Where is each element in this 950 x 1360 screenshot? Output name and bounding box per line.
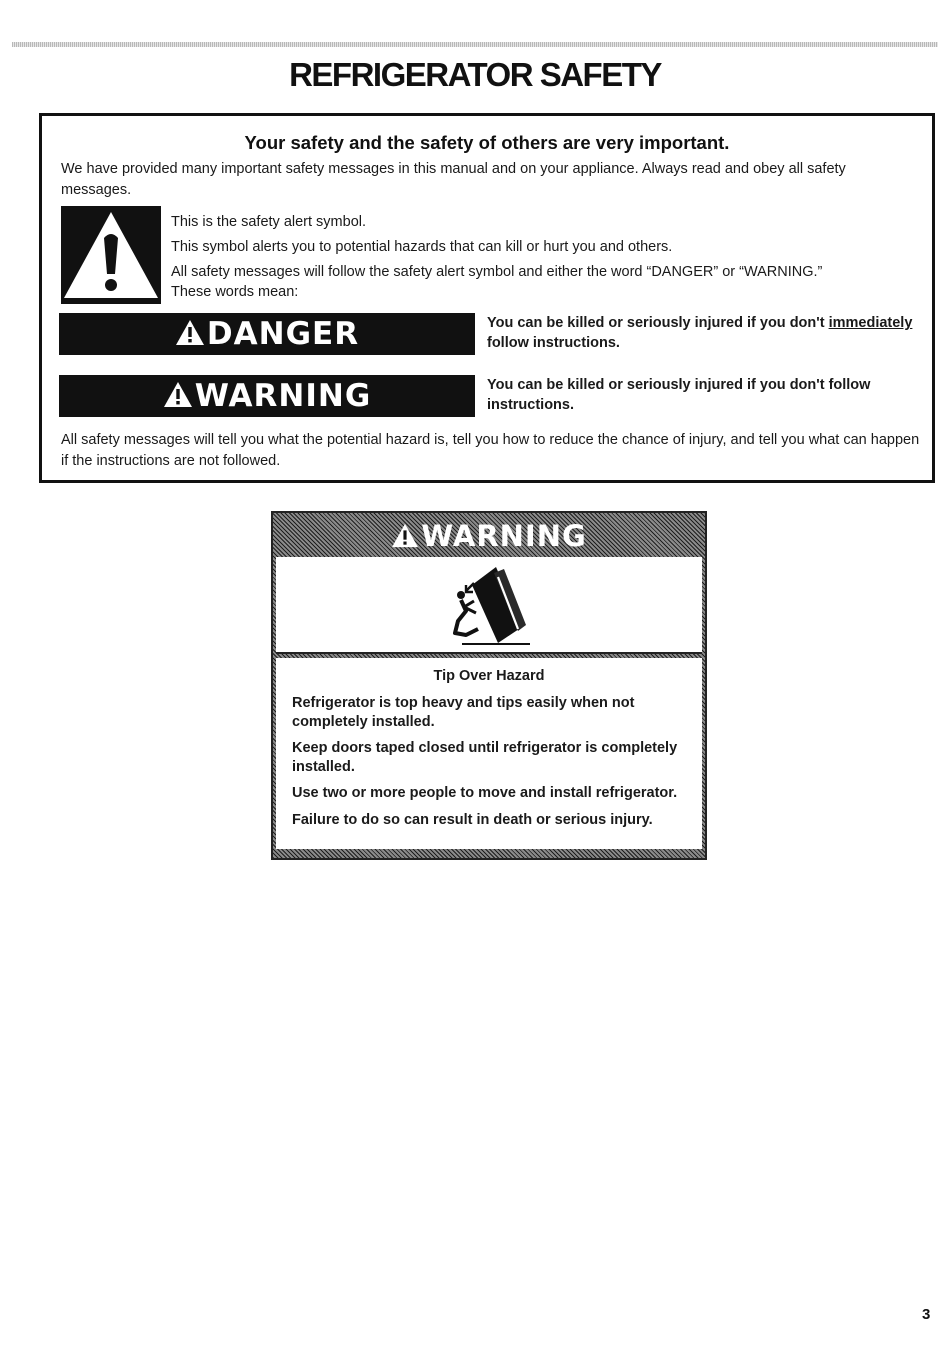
danger-label: DANGER xyxy=(206,316,360,352)
alert-line: These words mean: xyxy=(171,284,299,300)
warning-label: WARNING xyxy=(194,378,372,414)
tip-warning-label: WARNING xyxy=(421,519,587,553)
hazard-paragraphs xyxy=(292,694,692,837)
danger-description xyxy=(487,313,932,353)
hazard-picture-area xyxy=(276,557,702,654)
warning-description: You can be killed or seriously injured if you don't follow instructions. xyxy=(487,377,871,413)
outro-text: All safety messages will tell you what the potential hazard is, tell you how to reduce the chance of injury, and tell you what can happen if the instructions are not followed. xyxy=(61,432,920,469)
hazard-title: Tip Over Hazard xyxy=(433,668,545,684)
safety-message-box xyxy=(39,113,935,483)
intro-text: We have provided many important safety messages in this manual and on your appliance. Always read and obey all safety messages. xyxy=(61,161,846,198)
hazard-text-area xyxy=(276,658,702,849)
alert-line: This is the safety alert symbol. xyxy=(171,214,367,230)
alert-line: This symbol alerts you to potential hazards that can kill or hurt you and others. xyxy=(171,239,673,255)
warning-banner xyxy=(59,375,475,417)
tip-warning-header xyxy=(273,513,705,557)
box-heading: Your safety and the safety of others are very important. xyxy=(244,132,730,153)
danger-desc-emphasis: immediately xyxy=(828,315,913,331)
danger-banner xyxy=(59,313,475,355)
danger-alert-icon xyxy=(175,315,205,357)
page-title: REFRIGERATOR SAFETY xyxy=(289,56,661,93)
alert-symbol-lines xyxy=(171,212,931,307)
alert-line: All safety messages will follow the safety alert symbol and either the word “DANGER” or “WARNING.” xyxy=(171,264,823,280)
top-rule xyxy=(12,42,938,47)
tip-warning-alert-icon xyxy=(391,515,419,561)
hazard-paragraph: Use two or more people to move and install refrigerator. xyxy=(292,785,678,801)
hazard-paragraph: Keep doors taped closed until refrigerator is completely installed. xyxy=(292,740,678,775)
hazard-paragraph: Failure to do so can result in death or serious injury. xyxy=(292,811,653,828)
tip-over-warning-box xyxy=(271,511,707,860)
page-number: 3 xyxy=(922,1306,931,1323)
danger-desc-after: follow instructions. xyxy=(487,335,620,351)
hazard-paragraph: Refrigerator is top heavy and tips easily when not completely installed. xyxy=(292,695,635,730)
danger-desc-before: You can be killed or seriously injured if you don't xyxy=(487,315,829,331)
tip-over-hazard-icon xyxy=(452,565,530,645)
warning-alert-icon xyxy=(163,377,193,419)
safety-alert-icon xyxy=(61,206,161,304)
